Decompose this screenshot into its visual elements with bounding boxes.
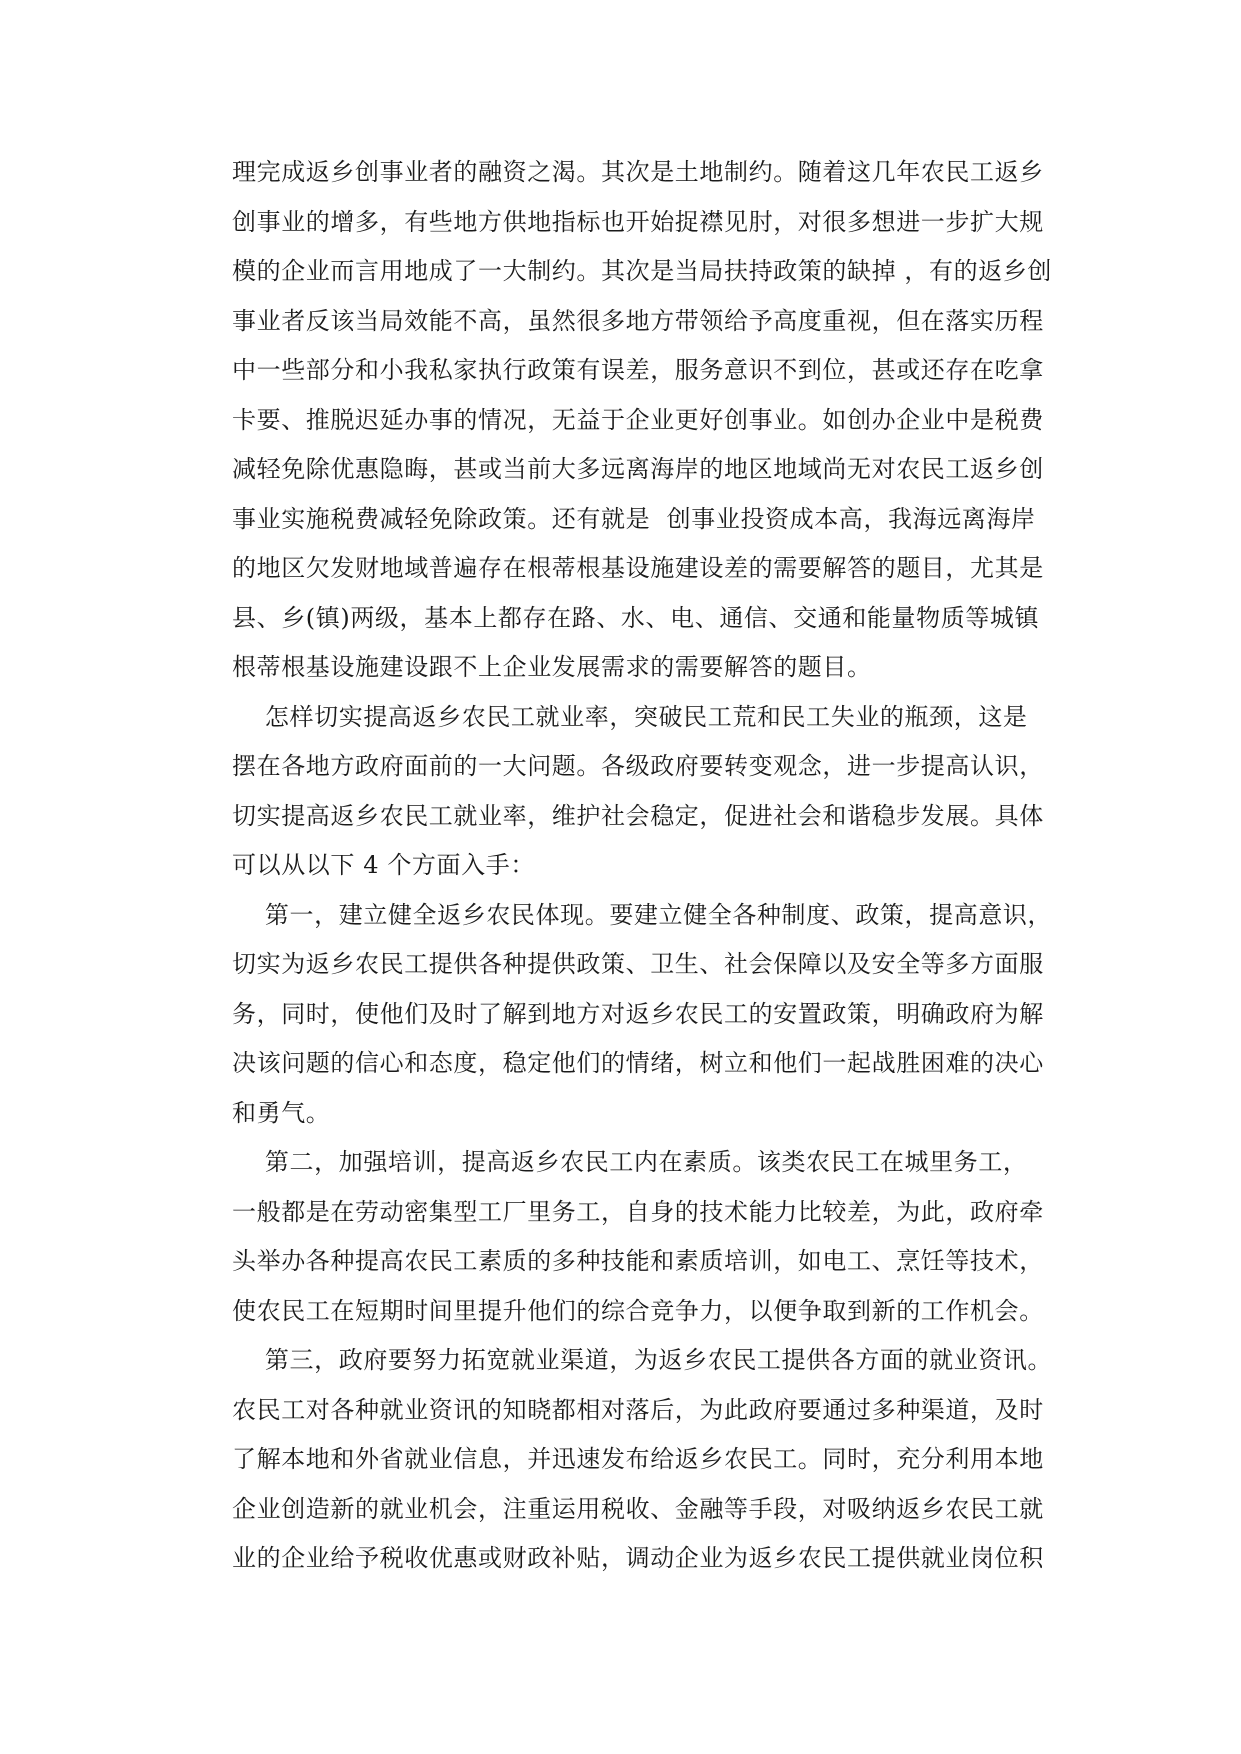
text-line: 县、乡(镇)两级，基本上都存在路、水、电、通信、交通和能量物质等城镇: [232, 603, 1040, 632]
text-line: 一般都是在劳动密集型工厂里务工，自身的技术能力比较差，为此，政府牵: [232, 1197, 1044, 1226]
text-line: 和勇气。: [232, 1098, 331, 1127]
text-line: 第二，加强培训，提高返乡农民工内在素质。该类农民工在城里务工，: [232, 1148, 1028, 1176]
text-line: 第一，建立健全返乡农民体现。要建立健全各种制度、政策，提高意识，: [232, 900, 1053, 929]
body-text: [232, 148, 1060, 1584]
text-line: 中一些部分和小我私家执行政策有误差，服务意识不到位，甚或还存在吃拿: [232, 356, 1044, 384]
text-line: 使农民工在短期时间里提升他们的综合竞争力，以便争取到新的工作机会。: [232, 1296, 1044, 1325]
text-line: 第三，政府要努力拓宽就业渠道，为返乡农民工提供各方面的就业资讯。: [232, 1346, 1053, 1374]
text-line: 头举办各种提高农民工素质的多种技能和素质培训，如电工、烹饪等技术，: [232, 1247, 1044, 1275]
text-line: 根蒂根基设施建设跟不上企业发展需求的需要解答的题目。: [232, 653, 872, 681]
text-line: 创事业的增多，有些地方供地指标也开始捉襟见肘，对很多想进一步扩大规: [232, 207, 1044, 236]
text-line: 怎样切实提高返乡农民工就业率，突破民工荒和民工失业的瓶颈，这是: [232, 702, 1028, 731]
text-line: 了解本地和外省就业信息，并迅速发布给返乡农民工。同时，充分利用本地: [232, 1445, 1044, 1473]
text-line: 决该问题的信心和态度，稳定他们的情绪，树立和他们一起战胜困难的决心: [232, 1049, 1044, 1077]
text-line: 减轻免除优惠隐晦，甚或当前大多远离海岸的地区地域尚无对农民工返乡创: [232, 455, 1044, 483]
text-line: 务，同时，使他们及时了解到地方对返乡农民工的安置政策，明确政府为解: [232, 999, 1044, 1028]
text-line: 模的企业而言用地成了一大制约。其次是当局扶持政策的缺掉 ，有的返乡创: [232, 257, 1053, 285]
text-line: 切实为返乡农民工提供各种提供政策、卫生、社会保障以及安全等多方面服: [232, 950, 1044, 978]
text-line: 可以从以下 4 个方面入手：: [232, 851, 535, 879]
text-line: 业的企业给予税收优惠或财政补贴，调动企业为返乡农民工提供就业岗位积: [232, 1544, 1044, 1572]
text-line: 摆在各地方政府面前的一大问题。各级政府要转变观念，进一步提高认识，: [232, 752, 1044, 780]
text-line: 卡要、推脱迟延办事的情况，无益于企业更好创事业。如创办企业中是税费: [232, 405, 1044, 434]
text-line: 事业者反该当局效能不高，虽然很多地方带领给予高度重视，但在落实历程: [232, 306, 1044, 335]
text-line: 切实提高返乡农民工就业率，维护社会稳定，促进社会和谐稳步发展。具体: [232, 801, 1044, 830]
text-line: 理完成返乡创事业者的融资之渴。其次是土地制约。随着这几年农民工返乡: [232, 158, 1044, 186]
text-line: 的地区欠发财地域普遍存在根蒂根基设施建设差的需要解答的题目，尤其是: [232, 554, 1044, 582]
text-line: 事业实施税费减轻免除政策。还有就是 创事业投资成本高，我海远离海岸: [232, 504, 1036, 533]
text-line: 农民工对各种就业资讯的知晓都相对落后，为此政府要通过多种渠道，及时: [232, 1395, 1044, 1424]
text-line: 企业创造新的就业机会，注重运用税收、金融等手段，对吸纳返乡农民工就: [232, 1494, 1044, 1523]
